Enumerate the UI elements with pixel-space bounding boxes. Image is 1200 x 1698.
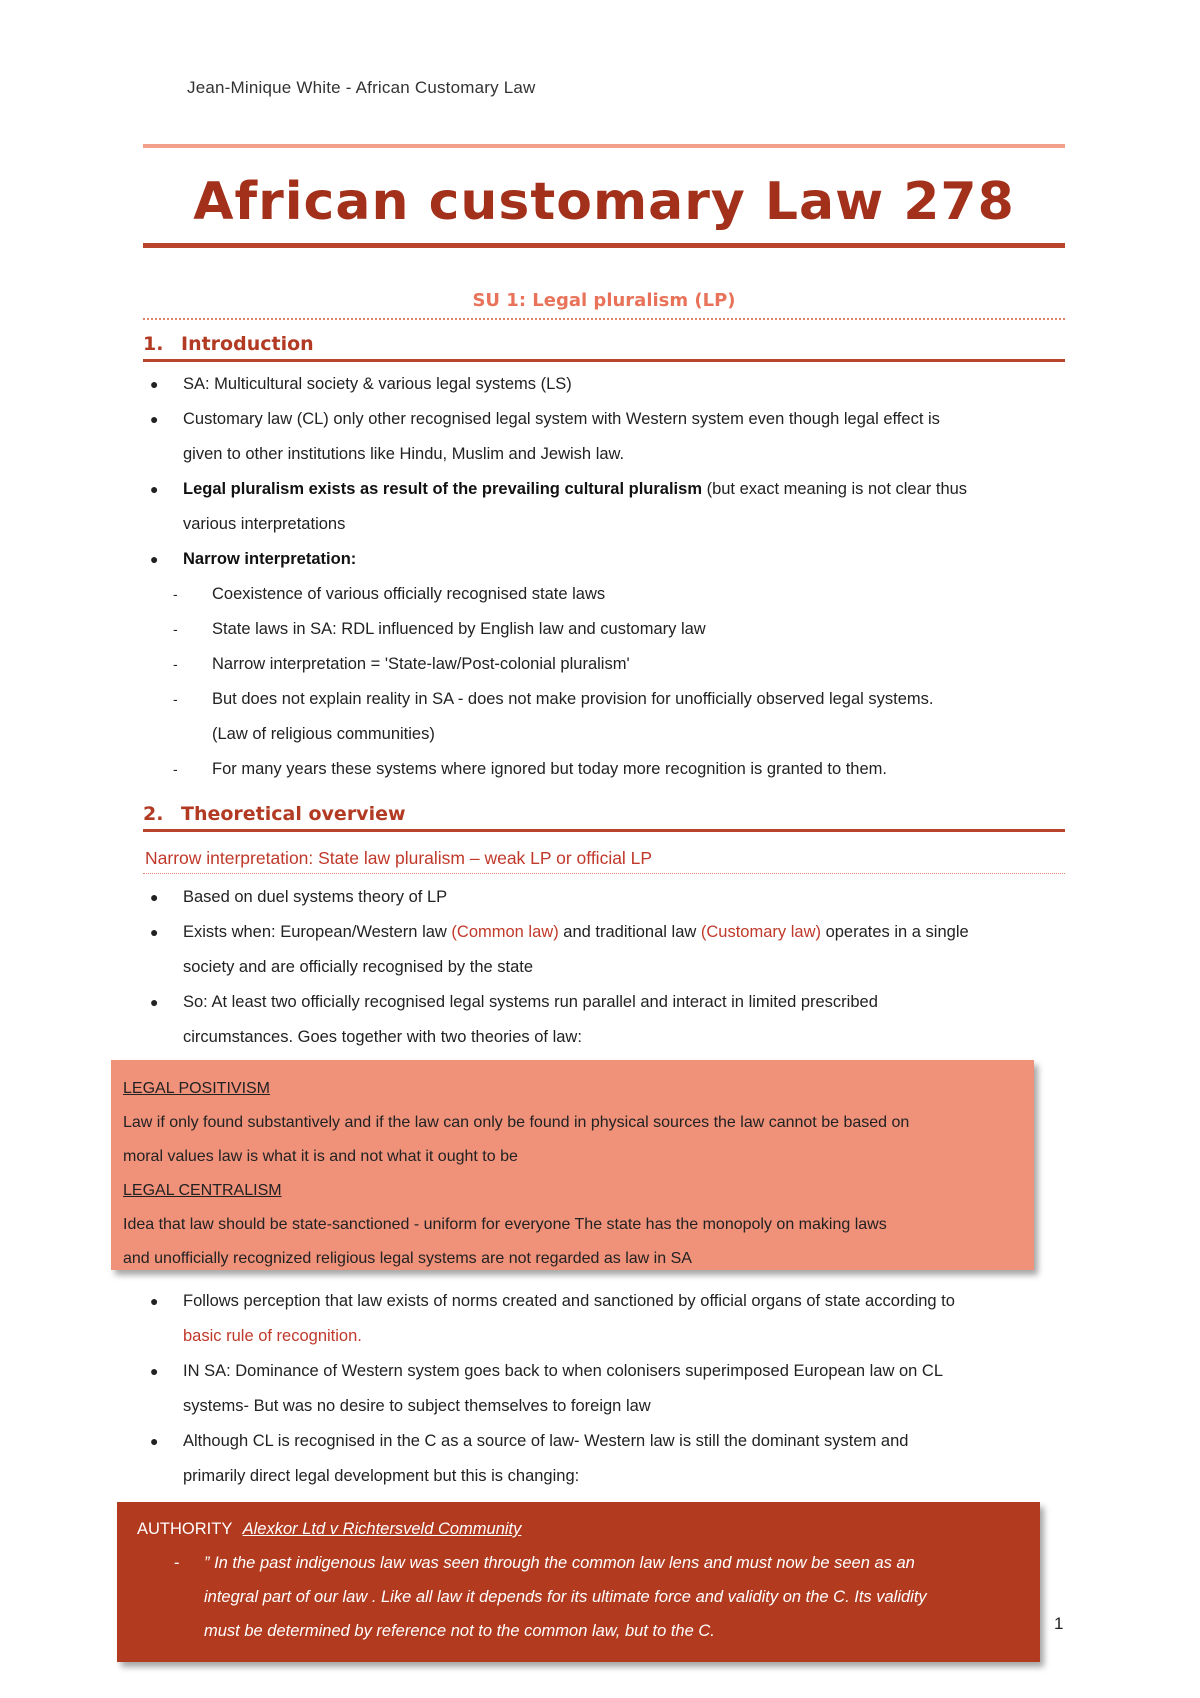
authority-quote-continuation [137,1614,1020,1648]
theoretical-list [143,880,1068,1055]
bullet-icon: ● [150,924,159,940]
list-item-text: SA: Multicultural society & various legal systems (LS) [183,375,572,393]
list-item [143,880,1068,915]
bullet-icon: ● [150,1293,159,1309]
dash-item [143,647,1068,682]
case-name: Alexkor Ltd v Richtersveld Community [242,1520,522,1538]
list-item-continuation [143,1389,1068,1424]
list-item-continuation [143,950,1068,985]
list-item-text: society and are officially recognised by the state [183,958,534,976]
list-item [143,915,1068,950]
quote-text: ” In the past indigenous law was seen through the common law lens and must now be seen as an [204,1554,915,1572]
list-item-text: State laws in SA: RDL influenced by English law and customary law [212,620,706,638]
section-heading-theoretical-overview [143,803,406,825]
list-item-continuation [143,437,1068,472]
box-text: moral values law is what it is and not what it ought to be [123,1148,518,1165]
box-text: Idea that law should be state-sanctioned - uniform for everyone The state has the monopoly on making laws [123,1216,887,1233]
list-item-text: circumstances. Goes together with two theories of law: [183,1028,582,1046]
header-divider [143,144,1065,148]
introduction-list [143,367,1068,787]
bold-text: Legal pluralism exists as result of the prevailing cultural pluralism [183,480,702,498]
bullet-icon: ● [150,411,159,427]
list-item-text: primarily direct legal development but this is changing: [183,1467,580,1485]
list-item-text: and traditional law [558,923,701,941]
highlight-text: (Customary law) [700,923,821,941]
section-divider [143,829,1065,832]
bullet-icon: ● [150,889,159,905]
list-item [143,1284,1068,1319]
dash-icon: - [173,656,178,672]
list-item-continuation [143,1459,1068,1494]
dash-icon: - [173,691,178,707]
list-item-text: given to other institutions like Hindu, Muslim and Jewish law. [183,445,625,463]
list-item-text: operates in a single [820,923,969,941]
list-item-text: For many years these systems where ignored but today more recognition is granted to them. [212,760,887,778]
dash-icon: - [173,761,178,777]
study-unit-divider [143,318,1065,320]
box-text: Law if only found substantively and if the law can only be found in physical sources the law cannot be based on [123,1114,910,1131]
list-item [143,1354,1068,1389]
dash-item [143,682,1068,717]
list-item [143,985,1068,1020]
subsection-divider [143,873,1065,874]
page-header: Jean-Minique White - African Customary Law [187,78,536,97]
list-item [143,1424,1068,1459]
list-item [143,542,1068,577]
bullet-icon: ● [150,481,159,497]
list-item-text: Although CL is recognised in the C as a source of law- Western law is still the dominant system and [183,1432,909,1450]
highlight-text: basic rule of recognition. [183,1327,362,1345]
bullet-icon: ● [150,994,159,1010]
theoretical-list-continued [143,1284,1068,1494]
authority-box [117,1502,1040,1662]
list-item-text: But does not explain reality in SA - does not make provision for unofficially observed legal systems. [212,690,934,708]
box-heading: LEGAL POSITIVISM [123,1080,271,1097]
list-item-continuation [143,1020,1068,1055]
quote-text: integral part of our law . Like all law it depends for its ultimate force and validity on the C. Its validity [204,1588,927,1606]
theories-box [111,1060,1034,1270]
authority-quote-continuation [137,1580,1020,1614]
quote-text: must be determined by reference not to the common law, but to the C. [204,1622,715,1640]
bold-text: Narrow interpretation: [183,550,357,568]
dash-item [143,612,1068,647]
list-item [143,472,1068,507]
list-item-text: Narrow interpretation = 'State-law/Post-colonial pluralism' [212,655,630,673]
page-number: 1 [1054,1614,1064,1633]
section-heading-text: Theoretical overview [181,803,406,825]
dash-item [143,577,1068,612]
dash-icon: - [173,621,178,637]
dash-item-continuation [143,717,1068,752]
list-item [143,402,1068,437]
title-divider [143,243,1065,248]
bullet-icon: ● [150,1363,159,1379]
list-item-text: Customary law (CL) only other recognised legal system with Western system even though legal effect is [183,410,940,428]
authority-label: AUTHORITY [137,1520,237,1538]
list-item-text: various interpretations [183,515,346,533]
bullet-icon: ● [150,551,159,567]
dash-item [143,752,1068,787]
document-title: African customary Law 278 [193,172,1015,232]
list-item-text: So: At least two officially recognised legal systems run parallel and interact in limited prescribed [183,993,878,1011]
list-item-text: Coexistence of various officially recognised state laws [212,585,606,603]
list-item [143,367,1068,402]
list-item-text: IN SA: Dominance of Western system goes back to when colonisers superimposed European law on CL [183,1362,943,1380]
bullet-icon: ● [150,1433,159,1449]
list-item-text: Follows perception that law exists of norms created and sanctioned by official organs of state according to [183,1292,955,1310]
dash-icon: - [173,586,178,602]
dash-icon: - [174,1554,180,1572]
box-text: and unofficially recognized religious legal systems are not regarded as law in SA [123,1250,692,1267]
list-item-text: (Law of religious communities) [212,725,435,743]
box-heading: LEGAL CENTRALISM [123,1182,282,1199]
section-number: 1. [143,333,164,355]
authority-quote [137,1546,1020,1580]
highlight-text: (Common law) [451,923,559,941]
list-item-text: Exists when: European/Western law [183,923,452,941]
subsection-heading: Narrow interpretation: State law pluralism – weak LP or official LP [145,848,653,868]
list-item-text: systems- But was no desire to subject themselves to foreign law [183,1397,651,1415]
section-heading-text: Introduction [181,333,314,355]
list-item-text: (but exact meaning is not clear thus [702,480,968,498]
section-heading-introduction [143,333,314,355]
authority-line [137,1512,1020,1546]
study-unit-title: SU 1: Legal pluralism (LP) [472,290,736,311]
section-divider [143,359,1065,362]
section-number: 2. [143,803,164,825]
list-item-continuation [143,1319,1068,1354]
list-item-text: Based on duel systems theory of LP [183,888,448,906]
list-item-continuation [143,507,1068,542]
bullet-icon: ● [150,376,159,392]
